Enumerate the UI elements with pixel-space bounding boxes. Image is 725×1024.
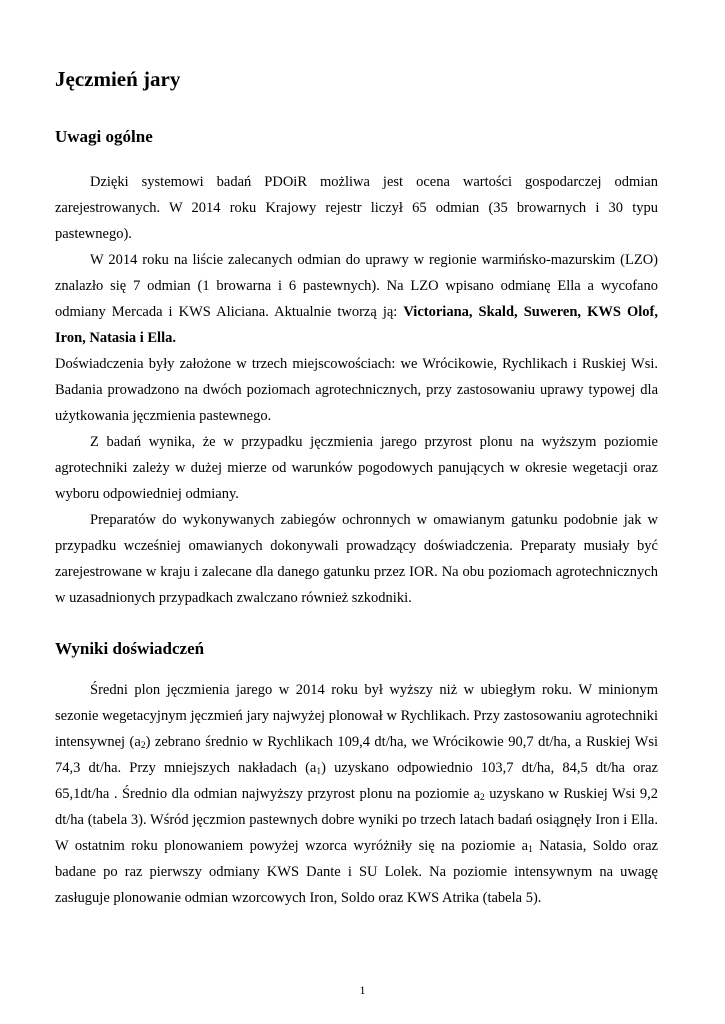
paragraph-locations: Doświadczenia były założone w trzech miejscowościach: we Wrócikowie, Rychlikach i Ruskiej Wsi. Badania prowadzono na dwóch poziomach agrotechnicznych, przy zastosowaniu uprawy typowej dla użytkowania jęczmienia pastewnego. <box>55 356 658 424</box>
subscript-a2: 2 <box>480 793 485 803</box>
paragraph-results <box>55 677 658 911</box>
section-heading-general-remarks: Uwagi ogólne <box>55 127 153 146</box>
page-number: 1 <box>359 983 366 997</box>
section-heading-results: Wyniki doświadczeń <box>55 639 205 658</box>
results-text-2: ) zebrano średnio w Rychlikach 109,4 dt/ha, we Wrócikowie 90,7 dt/ha, a Ruskiej Wsi 74,3 dt/ha. Przy mniejszych nakładach (a <box>55 734 658 776</box>
document-title: Jęczmień jary <box>55 67 181 91</box>
results-text-1: Średni plon jęczmienia jarego w 2014 roku był wyższy niż w ubiegłym roku. W minionym sezonie wegetacyjnym jęczmień jary najwyżej plonował w Rychlikach. Przy zastosowaniu agrotechniki intensywnej (a <box>55 682 658 750</box>
document-page <box>55 64 658 911</box>
subscript-a1: 1 <box>528 845 533 855</box>
results-text-3: ) uzyskano odpowiednio 103,7 dt/ha, 84,5 dt/ha oraz 65,1dt/ha . Średnio dla odmian najwyższy przyrost plonu na poziomie a <box>55 760 658 802</box>
paragraph-protection: Preparatów do wykonywanych zabiegów ochronnych w omawianym gatunku podobnie jak w przypadku wcześniej omawianych dokonywali prowadzący doświadczenia. Preparaty musiały być zarejestrowane w kraju i zalecane dla danego gatunku przez IOR. Na obu poziomach agrotechnicznych w uzasadnionych przypadkach zwalczano również szkodniki. <box>55 512 658 606</box>
paragraph-yield-increase: Z badań wynika, że w przypadku jęczmienia jarego przyrost plonu na wyższym poziomie agrotechniki zależy w dużej mierze od warunków pogodowych panujących w okresie wegetacji oraz wyboru odpowiedniej odmiany. <box>55 434 658 502</box>
results-text-5: Natasia, Soldo oraz badane po raz pierwszy odmiany KWS Dante i SU Lolek. Na poziomie intensywnym na uwagę zasługuje plonowanie odmian wzorcowych Iron, Soldo oraz KWS Atrika (tabela 5). <box>55 838 658 906</box>
paragraph-recommended-list <box>55 247 658 351</box>
paragraph-recommended-list-text: W 2014 roku na liście zalecanych odmian do uprawy w regionie warmińsko-mazurskim (LZO) znalazło się 7 odmian (1 browarna i 6 pastewnych). Na LZO wpisano odmianę Ella a wycofano odmiany Mercada i KWS Aliciana. Aktualnie tworzą ją: <box>55 252 658 320</box>
paragraph-registry: Dzięki systemowi badań PDOiR możliwa jest ocena wartości gospodarczej odmian zarejestrowanych. W 2014 roku Krajowy rejestr liczył 65 odmian (35 browarnych i 30 typu pastewnego). <box>55 174 658 242</box>
subscript-a1: 1 <box>316 767 322 777</box>
recommended-varieties: Victoriana, Skald, Suweren, KWS Olof, Iron, Natasia i Ella. <box>55 304 658 346</box>
results-text-4: uzyskano w Ruskiej Wsi 9,2 dt/ha (tabela 3). Wśród jęczmion pastewnych dobre wyniki po trzech latach badań osiągnęły Iron i Ella. W ostatnim roku plonowaniem powyżej wzorca wyróżniły się na poziomie a <box>55 786 658 854</box>
subscript-a2: 2 <box>140 741 146 751</box>
